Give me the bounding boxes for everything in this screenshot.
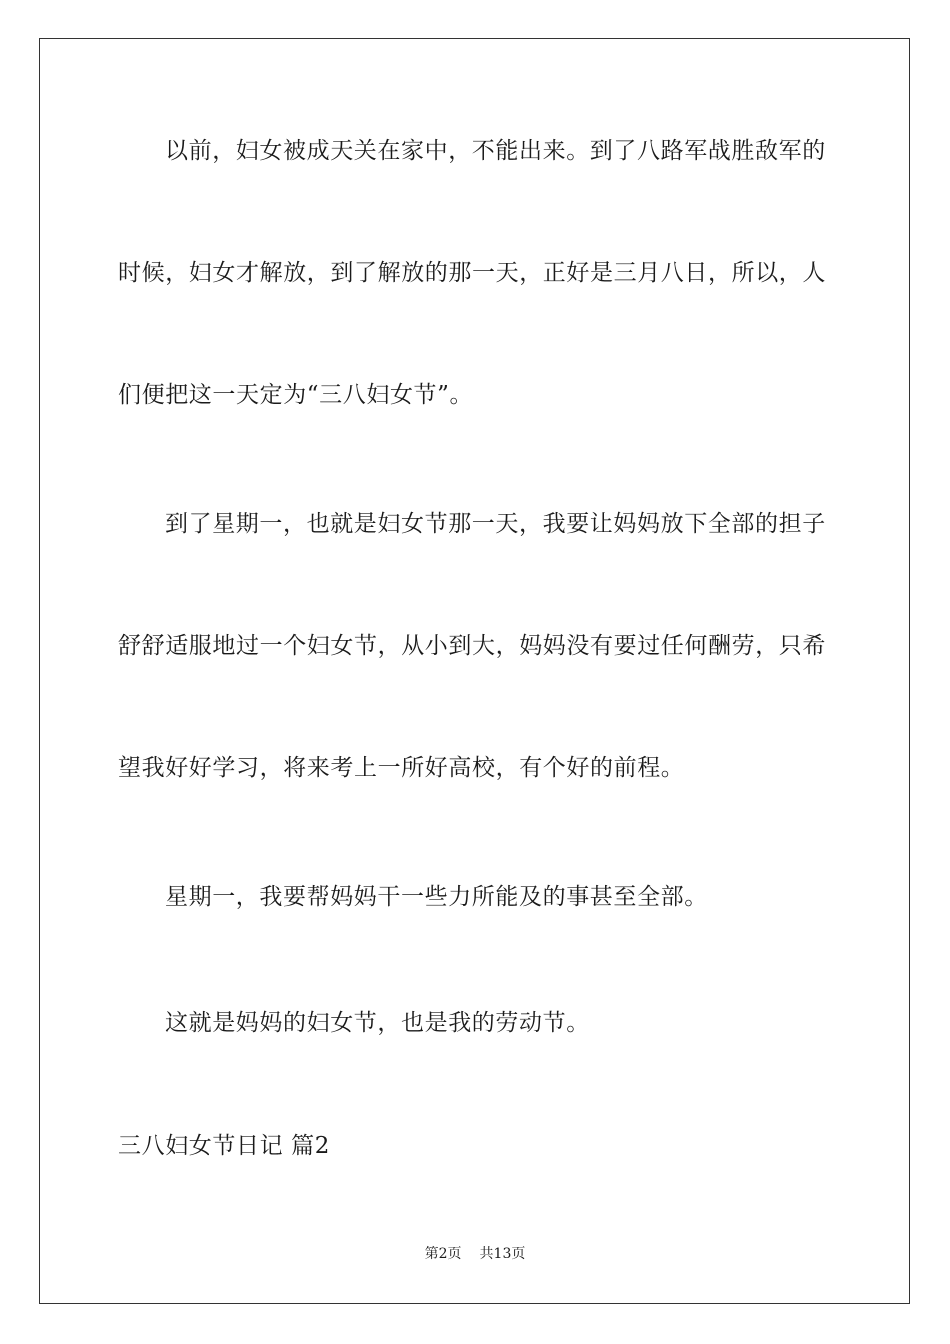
- paragraph-4: 这就是妈妈的妇女节，也是我的劳动节。: [165, 1010, 590, 1036]
- paragraph-3: 星期一，我要帮妈妈干一些力所能及的事甚至全部。: [165, 884, 708, 910]
- section-heading: 三八妇女节日记 篇2: [118, 1133, 330, 1159]
- paragraph-2-line-2: 舒舒适服地过一个妇女节，从小到大，妈妈没有要过任何酬劳，只希: [118, 633, 826, 659]
- paragraph-1-line-3: 们便把这一天定为“三八妇女节”。: [118, 382, 474, 408]
- page-border: [39, 38, 910, 1304]
- page-number: 第2页: [424, 1246, 462, 1262]
- paragraph-2-line-1: 到了星期一，也就是妇女节那一天，我要让妈妈放下全部的担子: [165, 511, 826, 537]
- page-total: 共13页: [479, 1246, 526, 1262]
- paragraph-2-line-3: 望我好好学习，将来考上一所好高校，有个好的前程。: [118, 755, 685, 781]
- paragraph-1-line-2: 时候，妇女才解放，到了解放的那一天，正好是三月八日，所以，人: [118, 260, 826, 286]
- paragraph-1-line-1: 以前，妇女被成天关在家中，不能出来。到了八路军战胜敌军的: [165, 138, 826, 164]
- page-footer: [0, 1244, 950, 1264]
